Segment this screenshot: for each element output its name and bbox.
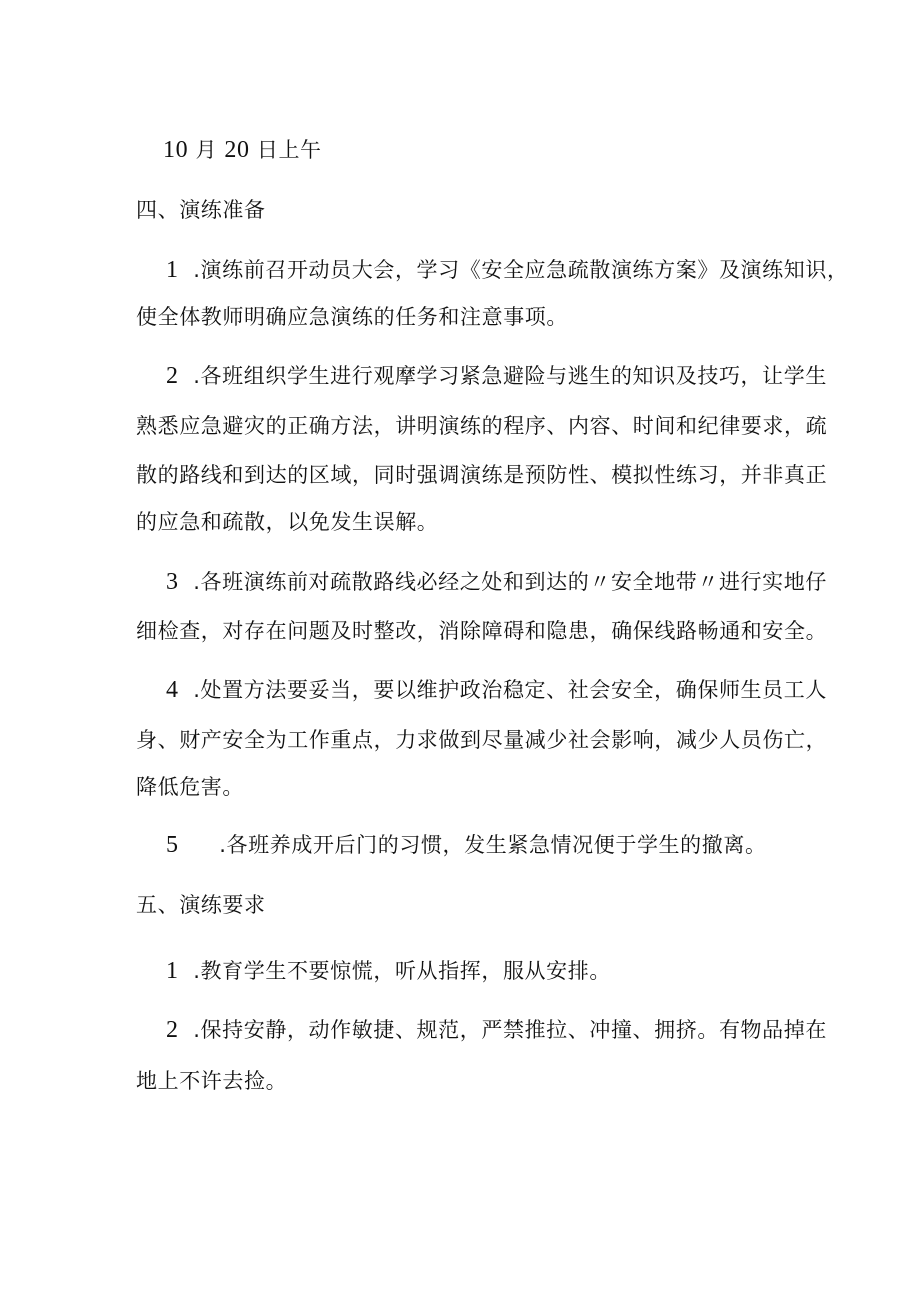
item-line: 身、财产安全为工作重点，力求做到尽量减少社会影响，减少人员伤亡，: [136, 728, 828, 752]
section-5-heading: 五、演练要求: [136, 893, 266, 917]
item-line: 使全体教师明确应急演练的任务和注意事项。: [136, 305, 568, 329]
item-text: .各班演练前对疏散路线必经之处和到达的〃安全地带〃进行实地仔: [193, 570, 827, 594]
item-text: .各班组织学生进行观摩学习紧急避险与逃生的知识及技巧，让学生: [193, 364, 827, 388]
item-first-line: [166, 568, 827, 596]
date-line: [163, 136, 322, 164]
item-line: 降低危害。: [136, 775, 244, 799]
item-text: .教育学生不要惊慌，听从指挥，服从安排。: [193, 959, 611, 983]
item-text: .保持安静，动作敏捷、规范，严禁推拉、冲撞、拥挤。有物品掉在: [193, 1018, 827, 1042]
item-line: 地上不许去捡。: [136, 1069, 288, 1093]
item-first-line: [166, 256, 849, 284]
item-text: .各班养成开后门的习惯，发生紧急情况便于学生的撤离。: [219, 833, 767, 857]
item-line: 散的路线和到达的区域，同时强调演练是预防性、模拟性练习，并非真正: [136, 463, 828, 487]
item-number: 5: [166, 832, 179, 858]
item-first-line: [166, 831, 767, 859]
item-number: 3: [166, 569, 179, 595]
item-line: 细检查，对存在问题及时整改，消除障碍和隐患，确保线路畅通和安全。: [136, 619, 828, 643]
item-number: 4: [166, 677, 179, 703]
item-number: 2: [166, 363, 179, 389]
date-month-char: 月: [195, 138, 218, 162]
item-line: 的应急和疏散，以免发生误解。: [136, 510, 439, 534]
item-number: 2: [166, 1017, 179, 1043]
item-text: .演练前召开动员大会，学习《安全应急疏散演练方案》及演练知识，: [193, 258, 849, 282]
date-day-number: 20: [224, 137, 250, 163]
date-suffix: 日上午: [256, 138, 322, 162]
item-first-line: [166, 1016, 827, 1044]
item-first-line: [166, 957, 611, 985]
item-line: 熟悉应急避灾的正确方法，讲明演练的程序、内容、时间和纪律要求，疏: [136, 414, 828, 438]
section-4-heading: 四、演练准备: [136, 198, 266, 222]
item-number: 1: [166, 257, 179, 283]
item-number: 1: [166, 958, 179, 984]
item-first-line: [166, 676, 827, 704]
item-first-line: [166, 362, 827, 390]
item-text: .处置方法要妥当，要以维护政治稳定、社会安全，确保师生员工人: [193, 678, 827, 702]
date-month-number: 10: [163, 137, 189, 163]
